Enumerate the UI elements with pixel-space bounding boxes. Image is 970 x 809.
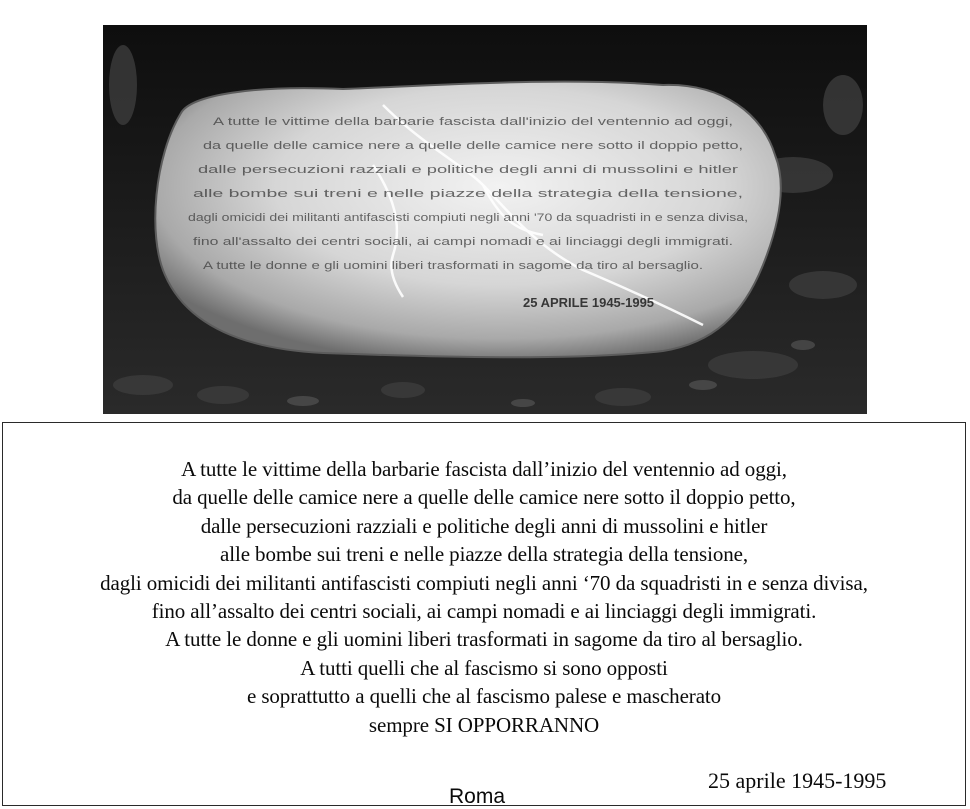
inscription-line: sempre SI OPPORRANNO <box>368 712 600 737</box>
inscription-panel <box>2 422 966 806</box>
engraved-line: fino all'assalto dei centri sociali, ai campi nomadi e ai linciaggi degli immigrati. <box>193 236 733 248</box>
inscription-line: e soprattutto a quelli che al fascismo palese e mascherato <box>246 684 722 709</box>
engraved-date: 25 APRILE 1945-1995 <box>523 295 655 310</box>
inscription-line: A tutte le donne e gli uomini liberi trasformati in sagome da tiro al bersaglio. <box>165 627 803 652</box>
engraved-line: alle bombe sui treni e nelle piazze della strategia della tensione, <box>193 188 743 200</box>
date-label: 25 aprile 1945-1995 <box>708 768 887 793</box>
engraved-line: A tutte le donne e gli uomini liberi trasformati in sagome da tiro al bersaglio. <box>203 260 703 272</box>
engraved-line: dagli omicidi dei militanti antifascisti compiuti negli anni '70 da squadristi in e senza divisa, <box>188 212 748 224</box>
engraved-line: da quelle delle camice nere a quelle delle camice nere sotto il doppio petto, <box>203 140 743 152</box>
inscription-line: dalle persecuzioni razziali e politiche degli anni di mussolini e hitler <box>200 513 768 538</box>
memorial-stone-image <box>103 25 867 414</box>
engraved-line: dalle persecuzioni razziali e politiche degli anni di mussolini e hitler <box>198 164 739 176</box>
inscription-line: A tutte le vittime della barbarie fascista dall’inizio del ventennio ad oggi, <box>181 457 787 481</box>
inscription-line: da quelle delle camice nere a quelle delle camice nere sotto il doppio petto, <box>172 485 796 510</box>
place-label: Roma <box>449 785 506 808</box>
memorial-stone-photo <box>103 25 867 414</box>
inscription-line: alle bombe sui treni e nelle piazze della strategia della tensione, <box>220 542 748 567</box>
inscription-text <box>3 455 965 739</box>
engraved-line: A tutte le vittime della barbarie fascista dall'inizio del ventennio ad oggi, <box>213 116 733 128</box>
inscription-line: fino all’assalto dei centri sociali, ai campi nomadi e ai linciaggi degli immigrati. <box>151 599 817 624</box>
inscription-line: A tutti quelli che al fascismo si sono opposti <box>300 655 668 680</box>
inscription-line: dagli omicidi dei militanti antifascisti compiuti negli anni ‘70 da squadristi in e senza divisa, <box>100 570 868 595</box>
